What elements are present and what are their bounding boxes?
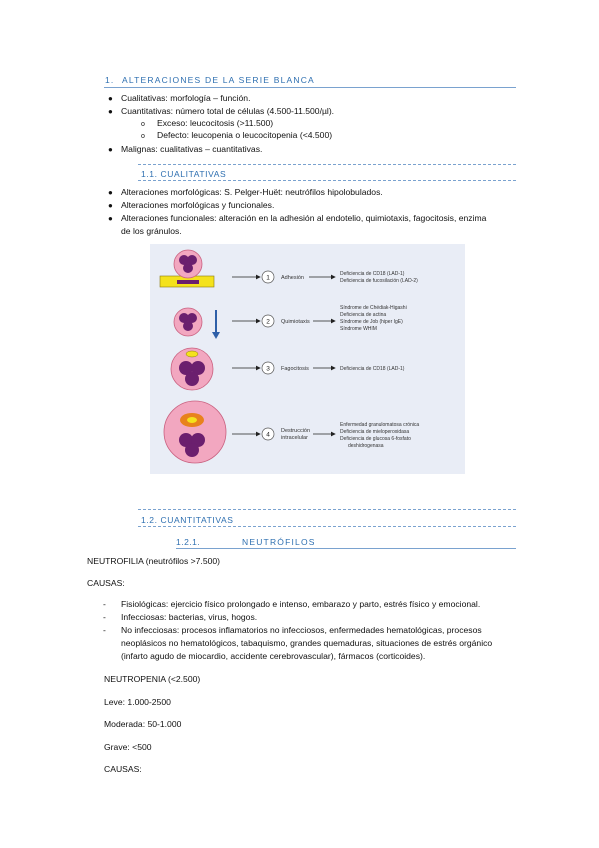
- section-rule: [104, 87, 516, 88]
- list-item: Malignas: cualitativas – cuantitativas.: [121, 144, 263, 154]
- step-label: Fagocitosis: [281, 366, 309, 372]
- subsection-title: 1.1. CUALITATIVAS: [141, 169, 227, 179]
- list-item: Cualitativas: morfología – función.: [121, 93, 251, 103]
- subsection-title: 1.2. CUANTITATIVAS: [141, 515, 234, 525]
- list-item: Infecciosas: bacterias, virus, hogos.: [121, 612, 258, 622]
- sub-bullet-icon: o: [141, 121, 145, 128]
- result-text: Enfermedad granulomatosa crónica: [340, 422, 420, 428]
- causas-label: CAUSAS:: [104, 764, 142, 774]
- dash-icon: -: [103, 612, 106, 622]
- section-rule: [138, 180, 516, 181]
- leukocyte-function-figure: [150, 244, 465, 474]
- result-text: deshidrogenasa: [348, 443, 384, 449]
- step-label: intracelular: [281, 435, 308, 441]
- section-title: ALTERACIONES DE LA SERIE BLANCA: [122, 75, 315, 85]
- bullet-icon: ●: [108, 201, 113, 210]
- result-text: Deficiencia de mieloperoxidasa: [340, 429, 410, 435]
- list-item: Defecto: leucopenia o leucocitopenia (<4.500): [157, 130, 333, 140]
- list-item-continuation: (infarto agudo de miocardio, accidente cerebrovascular), fármacos (corticoides).: [121, 651, 426, 661]
- result-text: Deficiencia de CD18 (LAD-1): [340, 366, 405, 372]
- result-text: Deficiencia de CD18 (LAD-1): [340, 271, 405, 277]
- step-number: 3: [266, 365, 270, 373]
- neutropenia-moderada: Moderada: 50-1.000: [104, 719, 182, 729]
- result-text: Deficiencia de actina: [340, 312, 387, 318]
- bullet-icon: ●: [108, 188, 113, 197]
- section-rule: [138, 164, 516, 165]
- step-number: 1: [266, 274, 270, 282]
- result-text: Deficiencia de fucosilación (LAD-2): [340, 278, 418, 284]
- list-item: Fisiológicas: ejercicio físico prolongado e intenso, embarazo y parto, estrés físico y emocional.: [121, 599, 481, 609]
- neutropenia-leve: Leve: 1.000-2500: [104, 697, 171, 707]
- section-rule: [138, 526, 516, 527]
- subsubsection-number: 1.2.1.: [176, 537, 201, 547]
- dash-icon: -: [103, 599, 106, 609]
- list-item-continuation: de los gránulos.: [121, 226, 182, 236]
- neutropenia-grave: Grave: <500: [104, 742, 152, 752]
- destruction-cell-icon: [164, 401, 226, 463]
- list-item: Cuantitativas: número total de células (4.500-11.500/µl).: [121, 106, 335, 116]
- neutropenia-heading: NEUTROPENIA (<2.500): [104, 674, 201, 684]
- bullet-icon: ●: [108, 145, 113, 154]
- list-item: Alteraciones morfológicas y funcionales.: [121, 200, 275, 210]
- step-label: Quimiotaxis: [281, 319, 310, 325]
- result-text: Síndrome WHIM: [340, 326, 377, 332]
- step-label: Destrucción: [281, 428, 311, 434]
- list-item: Alteraciones funcionales: alteración en la adhesión al endotelio, quimiotaxis, fagocitosis, enzima: [121, 213, 487, 223]
- list-item: No infecciosas: procesos inflamatorios no infecciosos, enfermedades hematológicas, procesos: [121, 625, 482, 635]
- result-text: Síndrome de Job (hiper IgE): [340, 319, 403, 325]
- list-item: Exceso: leucocitosis (>11.500): [157, 118, 274, 128]
- list-item-continuation: neoplásicos no hematológicos, tabaquismo, grandes quemaduras, situaciones de estrés orgánico: [121, 638, 493, 648]
- subsubsection-title: NEUTRÓFILOS: [242, 537, 316, 547]
- neutrofilia-heading: NEUTROFILIA (neutrófilos >7.500): [87, 556, 221, 566]
- phagocytosis-cell-icon: [171, 348, 213, 390]
- sub-bullet-icon: o: [141, 133, 145, 140]
- section-rule: [138, 509, 516, 510]
- bullet-icon: ●: [108, 94, 113, 103]
- step-number: 4: [266, 431, 270, 439]
- step-number: 2: [266, 318, 270, 326]
- step-label: Adhesión: [281, 275, 304, 281]
- result-text: Deficiencia de glucosa 6-fosfato: [340, 436, 411, 442]
- list-item: Alteraciones morfológicas: S. Pelger-Huët: neutrófilos hipolobulados.: [121, 187, 383, 197]
- bullet-icon: ●: [108, 107, 113, 116]
- dash-icon: -: [103, 625, 106, 635]
- result-text: Síndrome de Chédiak-Higashi: [340, 305, 407, 311]
- section-number: 1.: [105, 75, 115, 85]
- bullet-icon: ●: [108, 214, 113, 223]
- section-rule: [176, 548, 516, 549]
- causas-label: CAUSAS:: [87, 578, 125, 588]
